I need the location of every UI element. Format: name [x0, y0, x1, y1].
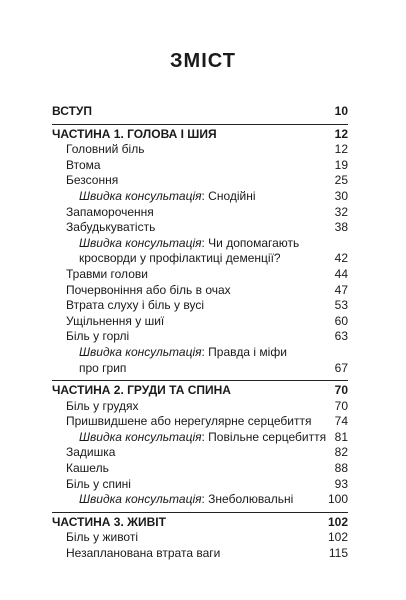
toc-entry-row[interactable]	[52, 205, 348, 221]
toc-page-number: 100	[327, 492, 348, 507]
toc-page-number: 81	[334, 429, 348, 444]
quick-consult-prefix: Швидка консультація	[79, 188, 202, 203]
page-title: ЗМІСТ	[170, 50, 236, 72]
section-divider	[52, 380, 348, 381]
toc-entry-title: Кашель	[66, 461, 109, 476]
toc-entry-title: Біль у спині	[66, 476, 131, 491]
toc-entry-row[interactable]	[52, 329, 348, 345]
toc-page-number: 32	[334, 204, 348, 219]
toc-entry-title: про грип	[79, 360, 127, 375]
toc-entry-title: Швидка консультація: Знеболювальні	[79, 492, 294, 507]
toc-chapter-row[interactable]	[52, 515, 348, 531]
toc-entry-row[interactable]	[52, 314, 348, 330]
toc-entry-row[interactable]	[52, 445, 348, 461]
toc-entry-row[interactable]	[52, 345, 348, 361]
toc-entry-title: Пришвидшене або нерегулярне серцебиття	[66, 414, 312, 429]
toc-page-number: 88	[334, 461, 348, 476]
quick-consult-prefix: Швидка консультація	[79, 344, 202, 359]
toc-entry-row[interactable]	[52, 158, 348, 174]
toc-entry-title: Задишка	[66, 445, 116, 460]
toc-page-number: 38	[334, 220, 348, 235]
toc-page-number: 102	[327, 514, 348, 529]
toc-entry-title: Біль у животі	[66, 530, 139, 545]
toc-page-number: 25	[334, 173, 348, 188]
toc-entry-title: ЧАСТИНА 3. ЖИВІТ	[52, 514, 166, 529]
toc-entry-title: Забудькуватість	[66, 220, 156, 235]
toc-entry-row[interactable]	[52, 399, 348, 415]
toc-entry-title: Швидка консультація: Снодійні	[79, 188, 256, 203]
toc-entry-title: Втрата слуху і біль у вусі	[66, 298, 204, 313]
toc-entry-title: ВСТУП	[52, 104, 92, 118]
toc-page-number: 102	[327, 530, 348, 545]
toc-page-number: 42	[334, 251, 348, 266]
toc-page-number: 63	[334, 329, 348, 344]
toc-page-number: 82	[334, 445, 348, 460]
toc-entry-title: Швидка консультація: Чи допомагають	[79, 235, 300, 250]
toc-entry-row[interactable]	[52, 173, 348, 189]
toc-entry-row[interactable]	[52, 361, 348, 377]
toc-page-number: 60	[334, 313, 348, 328]
toc-entry-row[interactable]	[52, 251, 348, 267]
toc-entry-row[interactable]	[52, 236, 348, 252]
toc-entry-title: Головний біль	[66, 142, 145, 157]
toc-page-number: 10	[334, 104, 348, 118]
toc-entry-title: Незапланована втрата ваги	[66, 546, 221, 561]
toc-chapter-row[interactable]	[52, 127, 348, 143]
toc-entry-title: Біль у горлі	[66, 329, 130, 344]
toc-page-number: 70	[334, 383, 348, 398]
toc-page-number: 93	[334, 476, 348, 491]
toc-entry-row[interactable]	[52, 220, 348, 236]
toc-page-number: 74	[334, 414, 348, 429]
toc-page-number: 70	[334, 398, 348, 413]
toc-page-number: 12	[334, 142, 348, 157]
section-divider	[52, 124, 348, 125]
quick-consult-prefix: Швидка консультація	[79, 235, 202, 250]
toc-entry-row[interactable]	[52, 189, 348, 205]
toc-entry-row[interactable]	[52, 530, 348, 546]
toc-entry-title: Ущільнення у шиї	[66, 313, 165, 328]
toc-entry-title: кросворди у профілактиці деменції?	[79, 251, 281, 266]
toc-entry-title: Запаморочення	[66, 204, 154, 219]
toc-page-number: 115	[328, 546, 348, 561]
toc-page-number: 47	[334, 282, 348, 297]
toc-entry-row[interactable]	[52, 142, 348, 158]
toc-entry-row[interactable]	[52, 430, 348, 446]
toc-page-number: 19	[334, 157, 348, 172]
toc-entry-title: ЧАСТИНА 1. ГОЛОВА І ШИЯ	[52, 126, 217, 141]
section-divider	[52, 512, 348, 513]
toc-entry-row[interactable]	[52, 546, 348, 562]
toc-chapter-row[interactable]	[52, 104, 348, 120]
toc-entry-title: Почервоніння або біль в очах	[66, 282, 231, 297]
toc-page-number: 12	[334, 126, 348, 141]
toc-chapter-row[interactable]	[52, 383, 348, 399]
quick-consult-prefix: Швидка консультація	[79, 492, 202, 507]
table-of-contents	[52, 104, 348, 562]
toc-entry-title: Втома	[66, 157, 101, 172]
toc-entry-row[interactable]	[52, 267, 348, 283]
toc-entry-title: Безсоння	[66, 173, 119, 188]
toc-entry-title: Швидка консультація: Повільне серцебиття	[79, 429, 327, 444]
toc-entry-title: ЧАСТИНА 2. ГРУДИ ТА СПИНА	[52, 383, 231, 398]
toc-page-number: 44	[334, 266, 348, 281]
toc-entry-row[interactable]	[52, 492, 348, 508]
quick-consult-prefix: Швидка консультація	[79, 429, 202, 444]
toc-entry-title: Біль у грудях	[66, 398, 139, 413]
toc-entry-title: Швидка консультація: Правда і міфи	[79, 344, 287, 359]
toc-entry-row[interactable]	[52, 477, 348, 493]
toc-entry-row[interactable]	[52, 461, 348, 477]
toc-entry-row[interactable]	[52, 283, 348, 299]
toc-page-number: 67	[334, 360, 348, 375]
toc-page-number: 53	[334, 298, 348, 313]
toc-page-number: 30	[334, 188, 348, 203]
toc-entry-row[interactable]	[52, 414, 348, 430]
toc-entry-title: Травми голови	[66, 266, 148, 281]
toc-entry-row[interactable]	[52, 298, 348, 314]
